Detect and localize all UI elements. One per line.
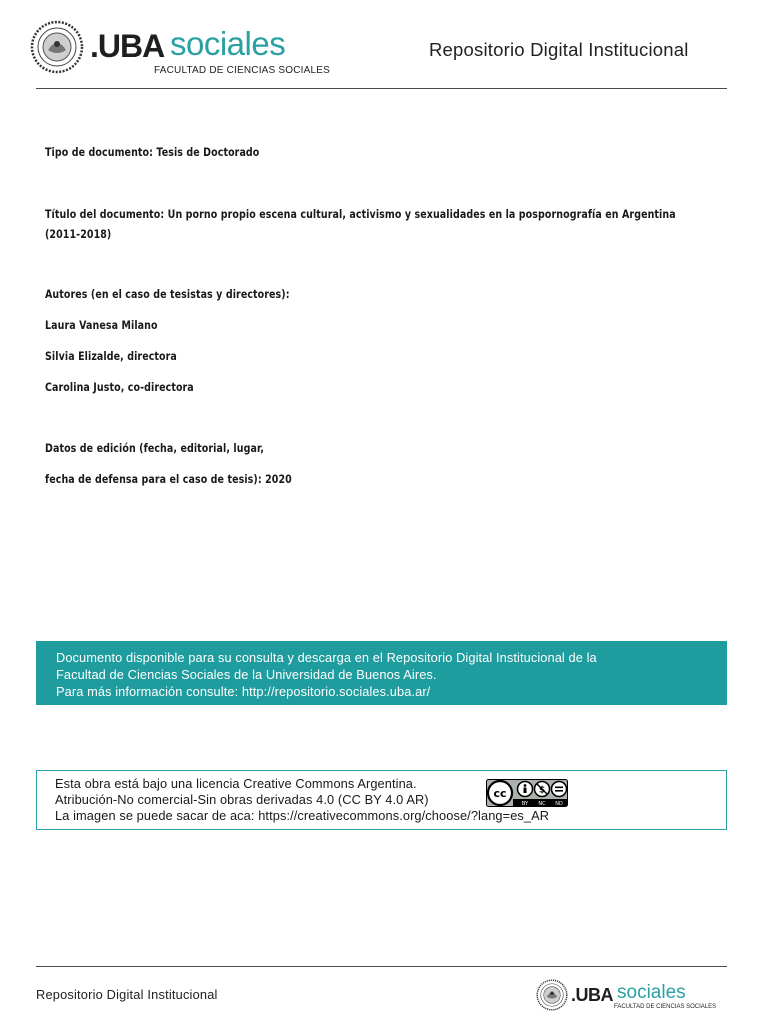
license-line3[interactable]: La imagen se puede sacar de aca: https://creativecommons.org/choose/?lang=es_AR xyxy=(55,808,550,823)
availability-line3[interactable]: Para más información consulte: http://repositorio.sociales.uba.ar/ xyxy=(56,684,431,699)
logo-uba-text: .UBA xyxy=(90,28,165,64)
header-title: Repositorio Digital Institucional xyxy=(429,39,689,60)
availability-line1: Documento disponible para su consulta y descarga en el Repositorio Digital Institucional de la xyxy=(56,650,597,665)
authors-label: Autores (en el caso de tesistas y directores): xyxy=(45,288,290,301)
footer-uba-seal-logo xyxy=(536,979,568,1011)
svg-text:cc: cc xyxy=(493,787,507,800)
license-line1: Esta obra está bajo una licencia Creative Commons Argentina. xyxy=(55,776,417,791)
footer-logo-subtitle: FACULTAD DE CIENCIAS SOCIALES xyxy=(614,1004,717,1010)
cc-by-nc-nd-badge-icon[interactable] xyxy=(486,779,568,807)
availability-line2: Facultad de Ciencias Sociales de la Universidad de Buenos Aires. xyxy=(56,667,437,682)
svg-text:$: $ xyxy=(538,785,546,796)
author-2: Silvia Elizalde, directora xyxy=(45,350,177,363)
header-divider xyxy=(36,88,727,89)
document-title-line1: Título del documento: Un porno propio escena cultural, activismo y sexualidades en la pospornografía en Argentina xyxy=(45,208,676,221)
footer-logo-uba-text: .UBA xyxy=(571,985,613,1005)
author-3: Carolina Justo, co-directora xyxy=(45,381,194,394)
license-line2: Atribución-No comercial-Sin obras derivadas 4.0 (CC BY 4.0 AR) xyxy=(55,792,429,807)
edition-data-line1: Datos de edición (fecha, editorial, lugar, xyxy=(45,442,265,455)
uba-seal-logo xyxy=(30,20,84,74)
logo-sociales-text: sociales xyxy=(170,25,286,62)
document-type: Tipo de documento: Tesis de Doctorado xyxy=(45,146,260,159)
footer-logo-sociales-text: sociales xyxy=(617,982,686,1003)
footer-title: Repositorio Digital Institucional xyxy=(36,987,218,1002)
badge-label-nd: ND xyxy=(555,801,563,807)
author-1: Laura Vanesa Milano xyxy=(45,319,158,332)
badge-label-by: BY xyxy=(521,801,529,807)
edition-data-line2: fecha de defensa para el caso de tesis): 2020 xyxy=(45,473,292,486)
logo-subtitle: FACULTAD DE CIENCIAS SOCIALES xyxy=(154,65,331,76)
badge-label-nc: NC xyxy=(538,801,546,807)
footer-divider xyxy=(36,966,727,967)
document-title-line2: (2011-2018) xyxy=(45,228,112,241)
